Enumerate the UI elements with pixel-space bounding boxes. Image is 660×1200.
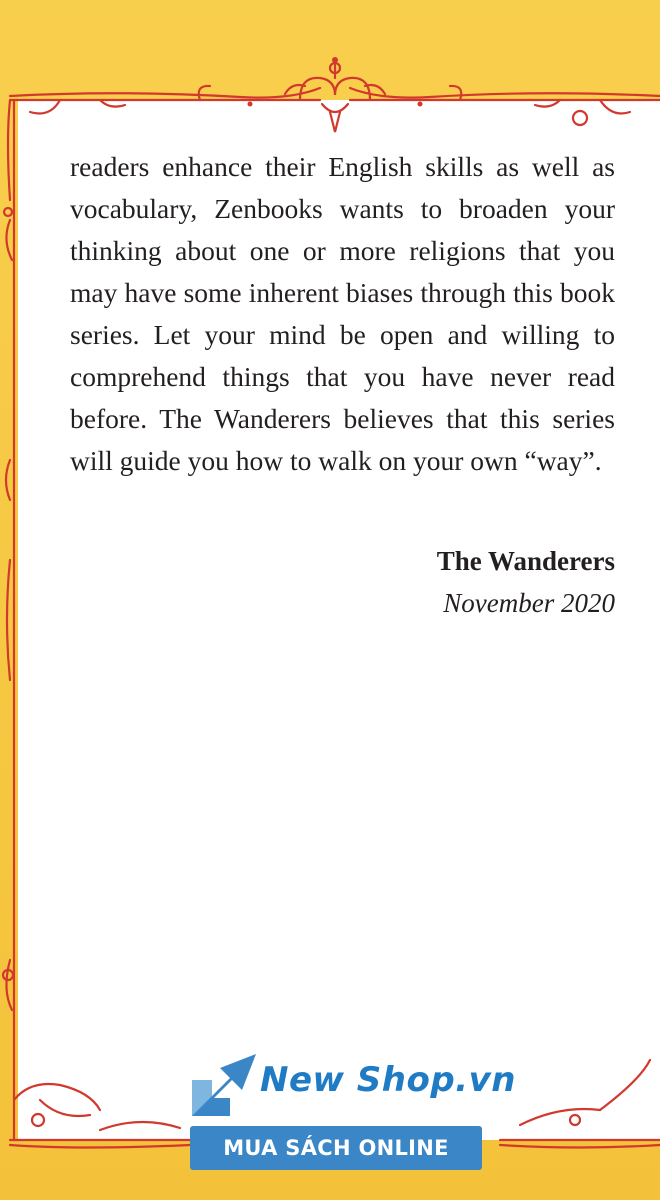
newshop-watermark bbox=[190, 1050, 516, 1180]
arrow-logo-icon bbox=[190, 1050, 260, 1120]
signature-date: November 2020 bbox=[443, 588, 615, 618]
buy-online-button[interactable]: MUA SÁCH ONLINE bbox=[190, 1126, 482, 1170]
body-line: willing to comprehend things that you have bbox=[70, 319, 615, 392]
body-line: this book series. Let your mind be open and bbox=[70, 277, 615, 350]
brand-name: New Shop.vn bbox=[260, 1060, 516, 1100]
body-line: vocabulary, Zenbooks wants to broaden your bbox=[70, 193, 615, 224]
signature-name: The Wanderers bbox=[436, 546, 615, 576]
body-line: readers enhance their English skills as well as bbox=[70, 151, 615, 182]
body-line: thinking about one or more religions that bbox=[70, 235, 561, 266]
body-line: you may have some inherent biases through bbox=[70, 235, 615, 308]
body-line: never read before. The Wanderers believes bbox=[70, 361, 616, 434]
body-line: your own “way”. bbox=[412, 445, 602, 476]
signature-block bbox=[437, 540, 615, 624]
body-line: that this series will guide you how to walk on bbox=[70, 403, 615, 476]
body-paragraph bbox=[70, 146, 615, 482]
